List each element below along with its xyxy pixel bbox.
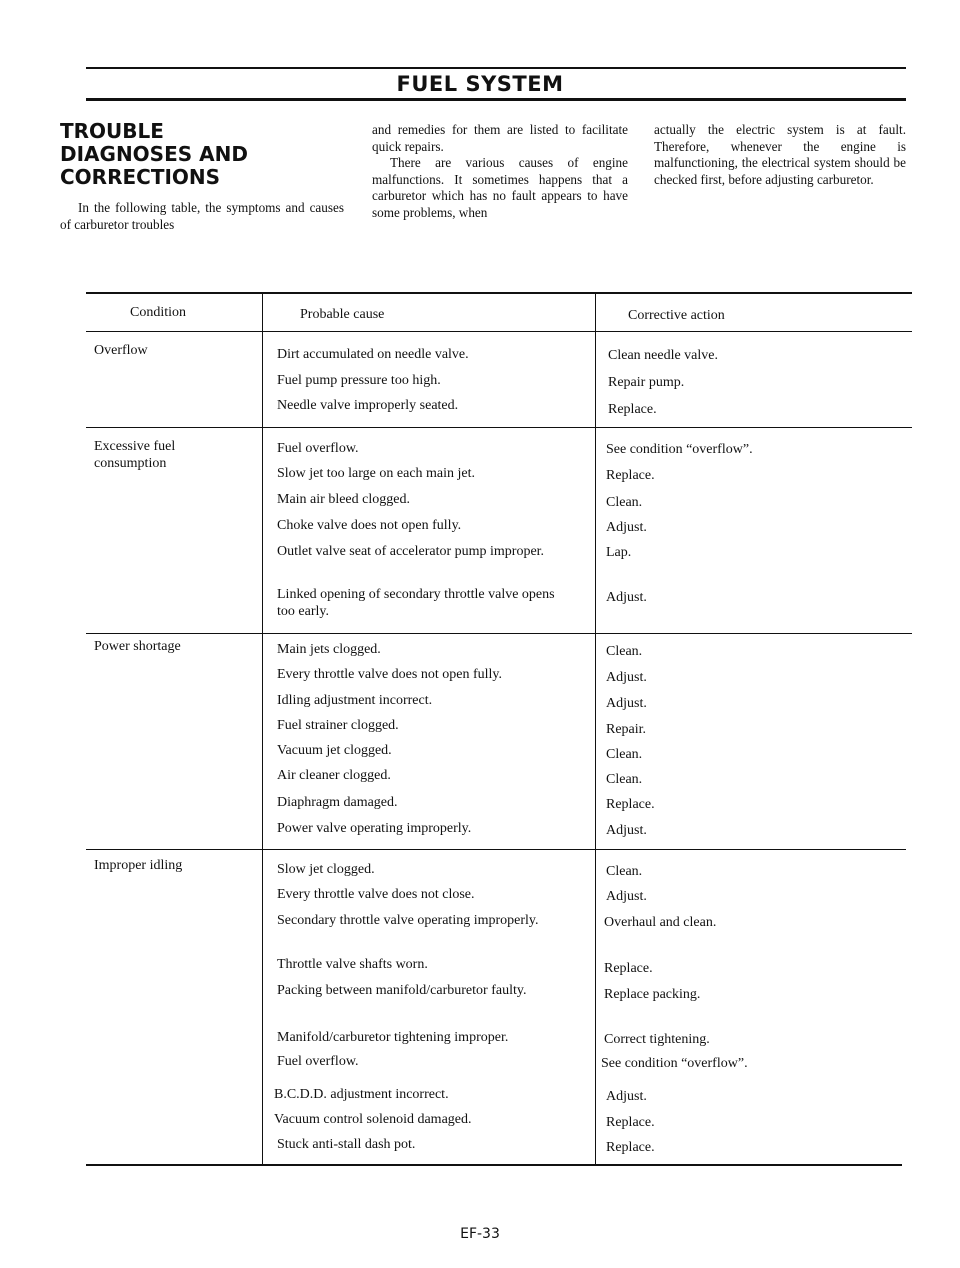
action-cell: Adjust. bbox=[606, 696, 647, 711]
action-cell: Clean. bbox=[606, 864, 643, 879]
action-cell: See condition “overflow”. bbox=[601, 1056, 748, 1071]
action-cell: Replace. bbox=[608, 402, 657, 417]
table-divider-1 bbox=[262, 292, 263, 1166]
action-cell: Replace packing. bbox=[604, 987, 701, 1002]
condition-power-shortage: Power shortage bbox=[94, 639, 181, 654]
cause-cell: Fuel strainer clogged. bbox=[277, 718, 399, 733]
cause-cell: Vacuum jet clogged. bbox=[277, 743, 392, 758]
action-cell: Replace. bbox=[606, 1140, 655, 1155]
table-bottom-rule bbox=[86, 1164, 902, 1166]
action-cell: Adjust. bbox=[606, 1089, 647, 1104]
group-rule bbox=[86, 427, 912, 428]
table-divider-2 bbox=[595, 292, 596, 1166]
header-probable-cause: Probable cause bbox=[300, 307, 385, 322]
group-rule bbox=[86, 849, 906, 850]
action-cell: Repair. bbox=[606, 722, 647, 737]
cause-cell: Fuel pump pressure too high. bbox=[277, 373, 441, 388]
cause-cell: Fuel overflow. bbox=[277, 1054, 359, 1069]
cause-cell: Diaphragm damaged. bbox=[277, 795, 398, 810]
cause-cell: Power valve operating improperly. bbox=[277, 821, 472, 836]
action-cell: Replace. bbox=[606, 797, 655, 812]
cause-cell: Manifold/carburetor tightening improper. bbox=[277, 1030, 509, 1045]
action-cell: Clean needle valve. bbox=[608, 348, 719, 363]
condition-overflow: Overflow bbox=[94, 343, 148, 358]
intro-col2-p1: and remedies for them are listed to facilitate quick repairs. bbox=[372, 122, 628, 154]
action-cell: Adjust. bbox=[606, 823, 647, 838]
cause-cell: Dirt accumulated on needle valve. bbox=[277, 347, 469, 362]
cause-cell: Air cleaner clogged. bbox=[277, 768, 391, 783]
condition-improper-idling: Improper idling bbox=[94, 858, 183, 873]
page-section-title: FUEL SYSTEM bbox=[396, 72, 564, 96]
action-cell: Overhaul and clean. bbox=[604, 915, 717, 930]
action-cell: Correct tightening. bbox=[604, 1032, 710, 1047]
action-cell: Adjust. bbox=[606, 670, 647, 685]
page-number: EF-33 bbox=[460, 1226, 500, 1242]
cause-cell: Throttle valve shafts worn. bbox=[277, 957, 428, 972]
condition-excessive-fuel: Excessive fuel consumption bbox=[94, 439, 176, 471]
action-cell: Adjust. bbox=[606, 520, 647, 535]
intro-paragraph-col2 bbox=[372, 122, 628, 221]
cause-cell: Slow jet clogged. bbox=[277, 862, 375, 877]
action-cell: Adjust. bbox=[606, 590, 647, 605]
action-cell: Clean. bbox=[606, 644, 643, 659]
cause-cell: B.C.D.D. adjustment incorrect. bbox=[274, 1087, 449, 1102]
action-cell: Replace. bbox=[606, 1115, 655, 1130]
cause-cell: Slow jet too large on each main jet. bbox=[277, 466, 476, 481]
cause-cell: Stuck anti-stall dash pot. bbox=[277, 1137, 416, 1152]
header-corrective-action: Corrective action bbox=[628, 308, 725, 323]
cause-cell: Main jets clogged. bbox=[277, 642, 381, 657]
action-cell: Clean. bbox=[606, 747, 643, 762]
heading-line-3: CORRECTIONS bbox=[60, 165, 221, 189]
table-top-rule bbox=[86, 292, 912, 294]
action-cell: Clean. bbox=[606, 495, 643, 510]
cause-cell: Packing between manifold/carburetor faulty. bbox=[277, 983, 527, 998]
cause-cell: Linked opening of secondary throttle valve opens too early. bbox=[277, 587, 555, 619]
section-heading bbox=[60, 120, 350, 189]
action-cell: Lap. bbox=[606, 545, 632, 560]
cause-cell: Needle valve improperly seated. bbox=[277, 398, 459, 413]
group-rule bbox=[86, 633, 912, 634]
intro-paragraph-col1 bbox=[60, 200, 344, 233]
header-top-rule bbox=[86, 67, 906, 69]
intro-paragraph-col3 bbox=[654, 122, 906, 188]
cause-cell: Every throttle valve does not open fully. bbox=[277, 667, 502, 682]
intro-col3-text: actually the electric system is at fault. Therefore, whenever the engine is malfunctioning, the electrical system should be checked first, before adjusting carburetor. bbox=[654, 122, 906, 187]
cause-cell: Every throttle valve does not close. bbox=[277, 887, 475, 902]
heading-line-2: DIAGNOSES AND bbox=[60, 142, 248, 166]
cause-cell: Fuel overflow. bbox=[277, 441, 359, 456]
cause-cell: Choke valve does not open fully. bbox=[277, 518, 462, 533]
action-cell: Repair pump. bbox=[608, 375, 685, 390]
heading-line-1: TROUBLE bbox=[60, 119, 164, 143]
action-cell: Clean. bbox=[606, 772, 643, 787]
cause-cell: Secondary throttle valve operating improperly. bbox=[277, 913, 539, 928]
header-condition: Condition bbox=[130, 305, 187, 320]
header-bottom-rule-table bbox=[86, 331, 912, 332]
action-cell: Adjust. bbox=[606, 889, 647, 904]
action-cell: See condition “overflow”. bbox=[606, 442, 753, 457]
cause-cell: Vacuum control solenoid damaged. bbox=[274, 1112, 472, 1127]
cause-cell: Outlet valve seat of accelerator pump improper. bbox=[277, 544, 545, 559]
cause-cell: Main air bleed clogged. bbox=[277, 492, 410, 507]
header-bottom-rule bbox=[86, 98, 906, 101]
intro-col2-p2: There are various causes of engine malfunctions. It sometimes happens that a carburetor which has no fault appears to have some problems, when bbox=[372, 155, 628, 220]
intro-col1-text: In the following table, the symptoms and causes of carburetor troubles bbox=[60, 200, 344, 232]
cause-cell: Idling adjustment incorrect. bbox=[277, 693, 433, 708]
action-cell: Replace. bbox=[604, 961, 653, 976]
action-cell: Replace. bbox=[606, 468, 655, 483]
